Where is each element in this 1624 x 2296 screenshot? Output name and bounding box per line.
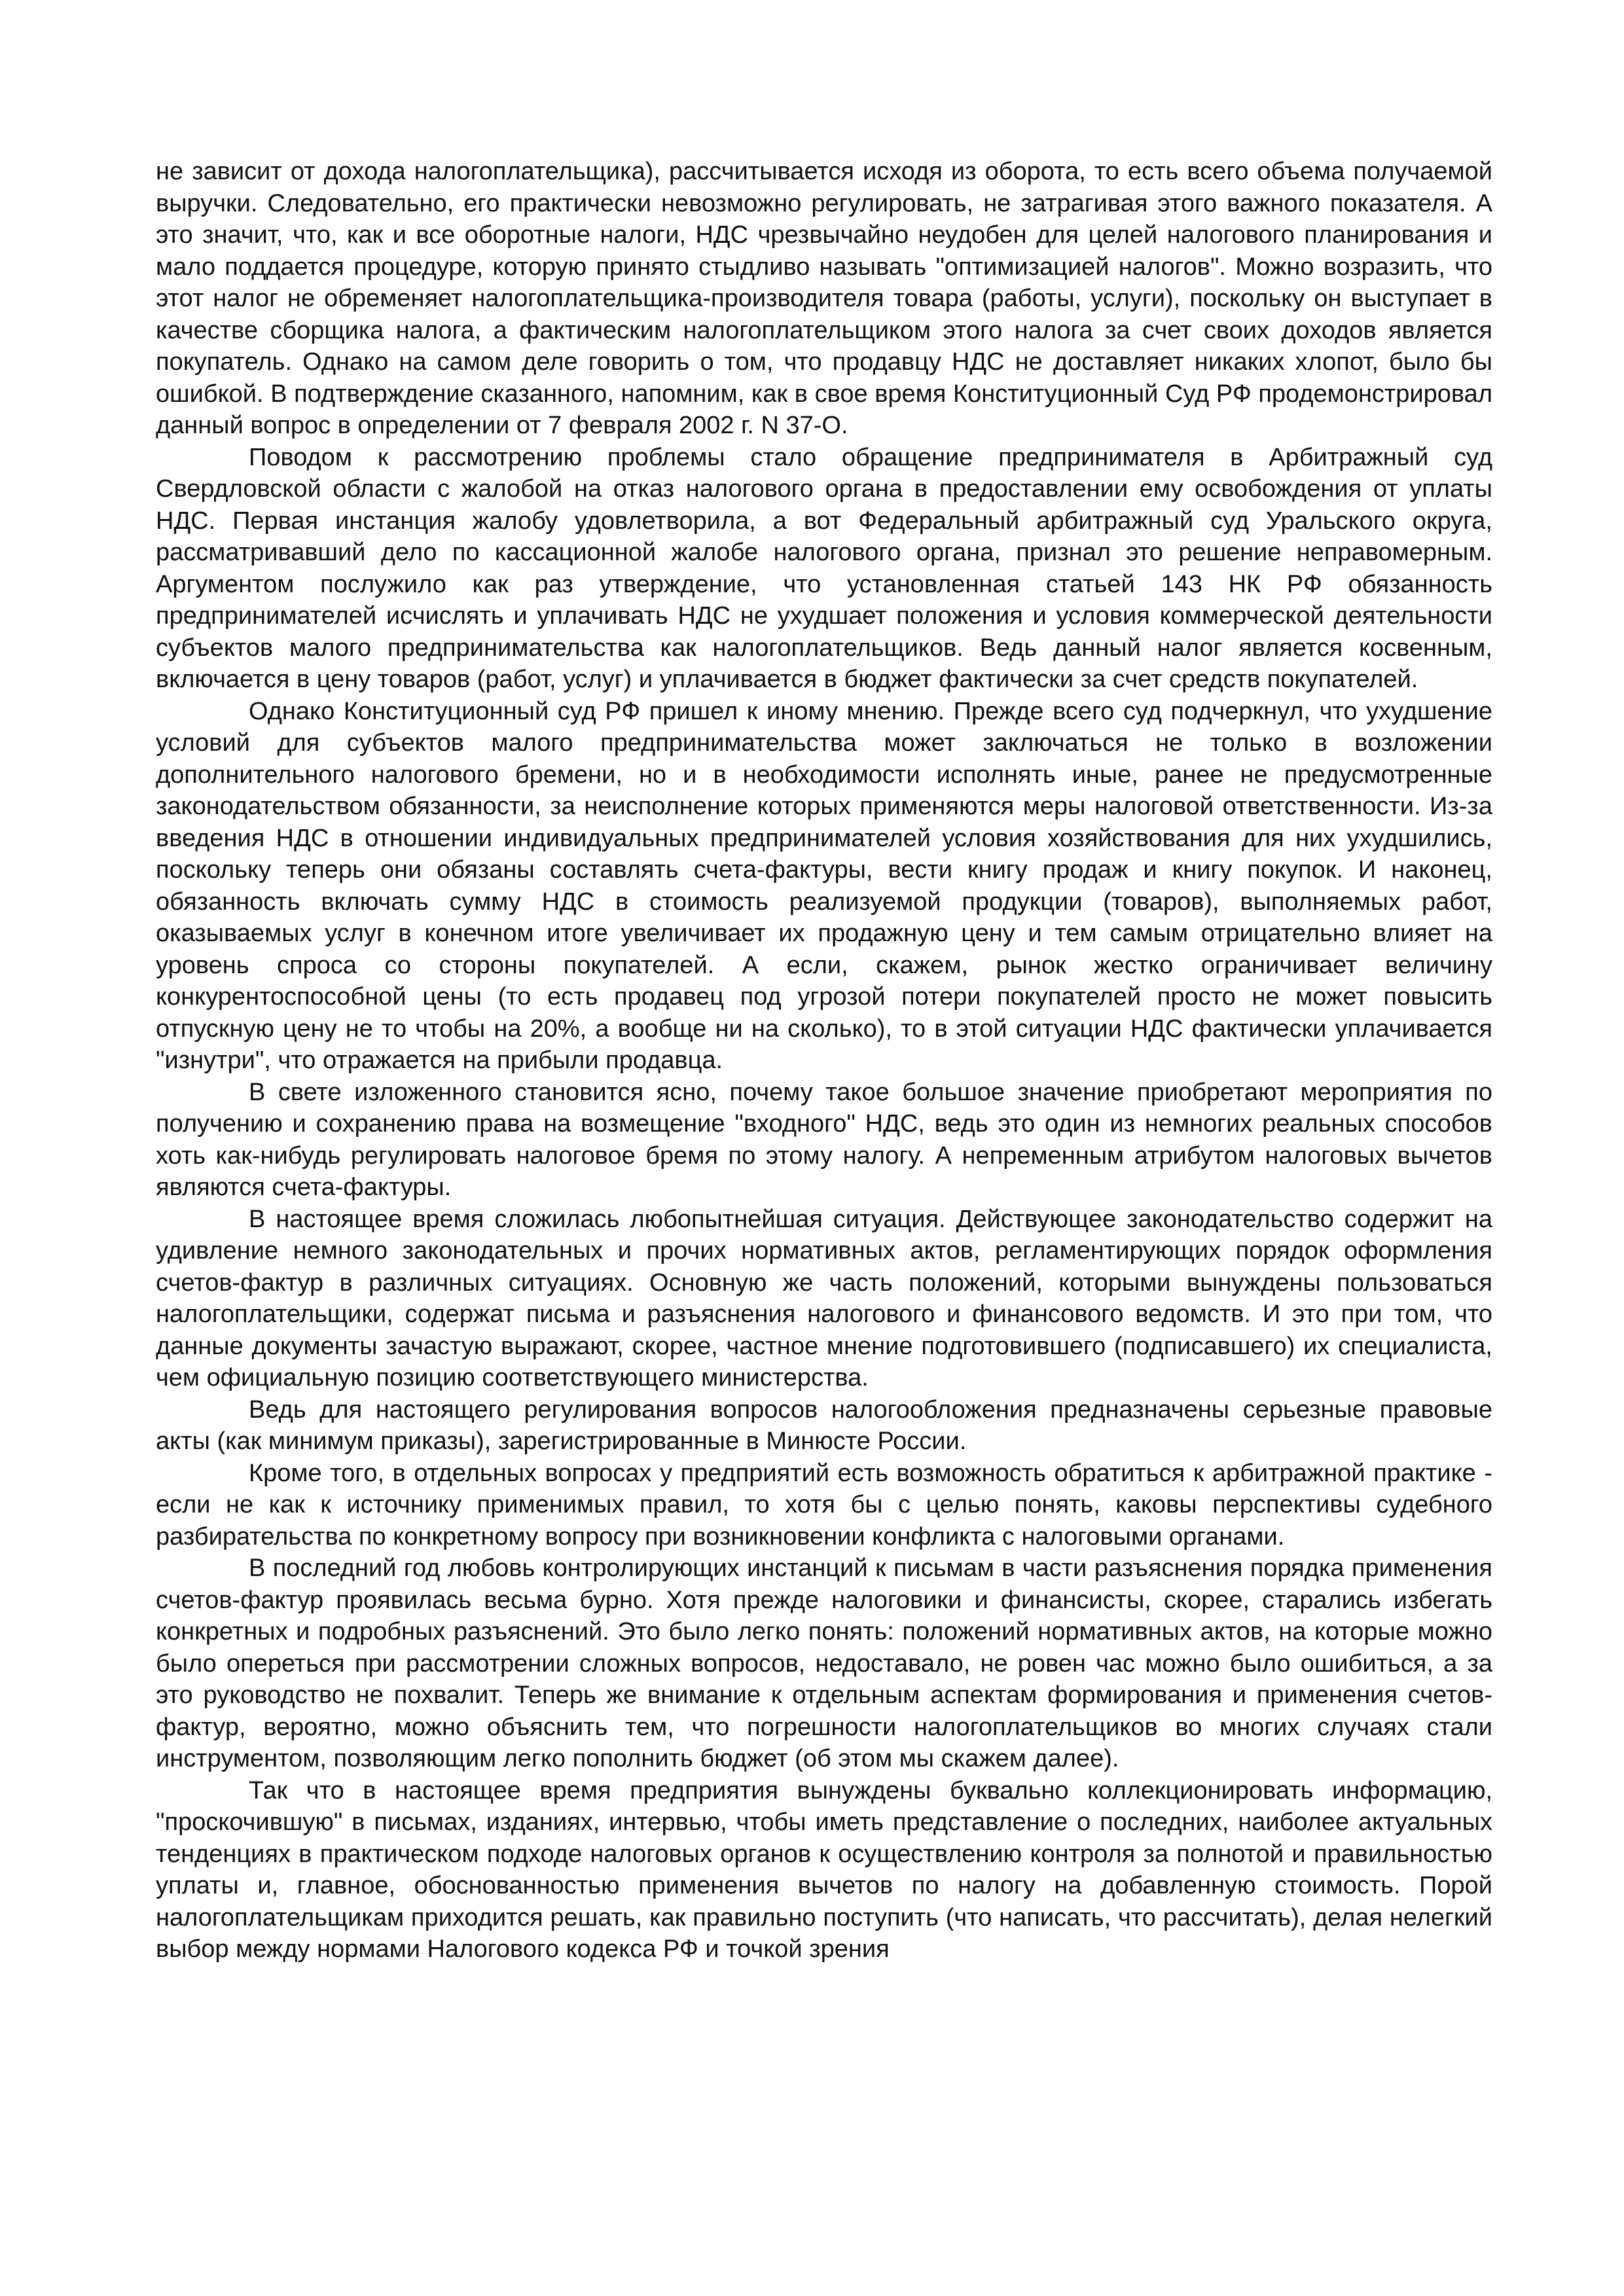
paragraph-court-opinion: Однако Конституционный суд РФ пришел к иному мнению. Прежде всего суд подчеркнул, что ухудшение условий для субъектов малого предпринимательства может заключаться не только в возложении дополнительного налогового бремени, но и в необходимости исполнять иные, ранее не предусмотренные законодательством обязанности, за неисполнение которых применяются меры налоговой ответственности. Из-за введения НДС в отношении индивидуальных предпринимателей условия хозяйствования для них ухудшились, поскольку теперь они обязаны составлять счета-фактуры, вести книгу продаж и книгу покупок. И наконец, обязанность включать сумму НДС в стоимость реализуемой продукции (товаров), выполняемых работ, оказываемых услуг в конечном итоге увеличивает их продажную цену и тем самым отрицательно влияет на уровень спроса со стороны покупателей. А если, скажем, рынок жестко ограничивает величину конкурентоспособной цены (то есть продавец под угрозой потери покупателей просто не может повысить отпускную цену не то чтобы на 20%, а вообще ни на сколько), то в этой ситуации НДС фактически уплачивается "изнутри", что отражается на прибыли продавца. — [156, 697, 1492, 1074]
paragraph-current-situation: В настоящее время сложилась любопытнейшая ситуация. Действующее законодательство содержит на удивление немного законодательных и прочих нормативных актов, регламентирующих порядок оформления счетов-фактур в различных ситуациях. Основную же часть положений, которыми вынуждены пользоваться налогоплательщики, содержат письма и разъяснения налогового и финансового ведомств. И это при том, что данные документы зачастую выражают, скорее, частное мнение подготовившего (подписавшего) их специалиста, чем официальную позицию соответствующего министерства. — [156, 1205, 1492, 1391]
paragraph-constitutional-court-case: Поводом к рассмотрению проблемы стало обращение предпринимателя в Арбитражный суд Свердловской области с жалобой на отказ налогового органа в предоставлении ему освобождения от уплаты НДС. Первая инстанция жалобу удовлетворила, а вот Федеральный арбитражный суд Уральского округа, рассматривавший дело по кассационной жалобе налогового органа, признал это решение неправомерным. Аргументом послужило как раз утверждение, что установленная статьей 143 НК РФ обязанность предпринимателей исчислять и уплачивать НДС не ухудшает положения и условия коммерческой деятельности субъектов малого предпринимательства как налогоплательщиков. Ведь данный налог является косвенным, включается в цену товаров (работ, услуг) и уплачивается в бюджет фактически за счет средств покупателей. — [156, 443, 1492, 693]
paragraph-collect-information: Так что в настоящее время предприятия вынуждены буквально коллекционировать информацию, "проскочившую" в письмах, изданиях, интервью, чтобы иметь представление о последних, наиболее актуальных тенденциях в практическом подходе налоговых органов к осуществлению контроля за полнотой и правильностью уплаты и, главное, обоснованностью применения вычетов по налогу на добавленную стоимость. Порой налогоплательщикам приходится решать, как правильно поступить (что написать, что рассчитать), делая нелегкий выбор между нормами Налогового кодекса РФ и точкой зрения — [156, 1776, 1492, 1963]
paragraph-continuation: не зависит от дохода налогоплательщика), рассчитывается исходя из оборота, то есть всего объема получаемой выручки. Следовательно, его практически невозможно регулировать, не затрагивая этого важного показателя. А это значит, что, как и все оборотные налоги, НДС чрезвычайно неудобен для целей налогового планирования и мало поддается процедуре, которую принято стыдливо называть "оптимизацией налогов". Можно возразить, что этот налог не обременяет налогоплательщика-производителя товара (работы, услуги), поскольку он выступает в качестве сборщика налога, а фактическим налогоплательщиком этого налога за счет своих доходов является покупатель. Однако на самом деле говорить о том, что продавцу НДС не доставляет никаких хлопот, было бы ошибкой. В подтверждение сказанного, напомним, как в свое время Конституционный Суд РФ продемонстрировал данный вопрос в определении от 7 февраля 2002 г. N 37-О. — [156, 158, 1492, 439]
paragraph-input-vat: В свете изложенного становится ясно, почему такое большое значение приобретают мероприятия по получению и сохранению права на возмещение "входного" НДС, ведь это один из немногих реальных способов хоть как-нибудь регулировать налоговое бремя по этому налогу. А непременным атрибутом налоговых вычетов являются счета-фактуры. — [156, 1078, 1492, 1201]
paragraph-legal-acts: Ведь для настоящего регулирования вопросов налогообложения предназначены серьезные правовые акты (как минимум приказы), зарегистрированные в Минюсте России. — [156, 1395, 1492, 1455]
document-page — [156, 156, 1492, 1965]
paragraph-arbitration-practice: Кроме того, в отдельных вопросах у предприятий есть возможность обратиться к арбитражной практике - если не как к источнику применимых правил, то хотя бы с целью понять, каковы перспективы судебного разбирательства по конкретному вопросу при возникновении конфликта с налоговыми органами. — [156, 1459, 1492, 1551]
paragraph-last-year: В последний год любовь контролирующих инстанций к письмам в части разъяснения порядка применения счетов-фактур проявилась весьма бурно. Хотя прежде налоговики и финансисты, скорее, старались избегать конкретных и подробных разъяснений. Это было легко понять: положений нормативных актов, на которые можно было опереться при рассмотрении сложных вопросов, недоставало, не ровен час можно было ошибиться, а за это руководство не похвалит. Теперь же внимание к отдельным аспектам формирования и применения счетов-фактур, вероятно, можно объяснить тем, что погрешности налогоплательщиков во многих случаях стали инструментом, позволяющим легко пополнить бюджет (об этом мы скажем далее). — [156, 1554, 1492, 1772]
